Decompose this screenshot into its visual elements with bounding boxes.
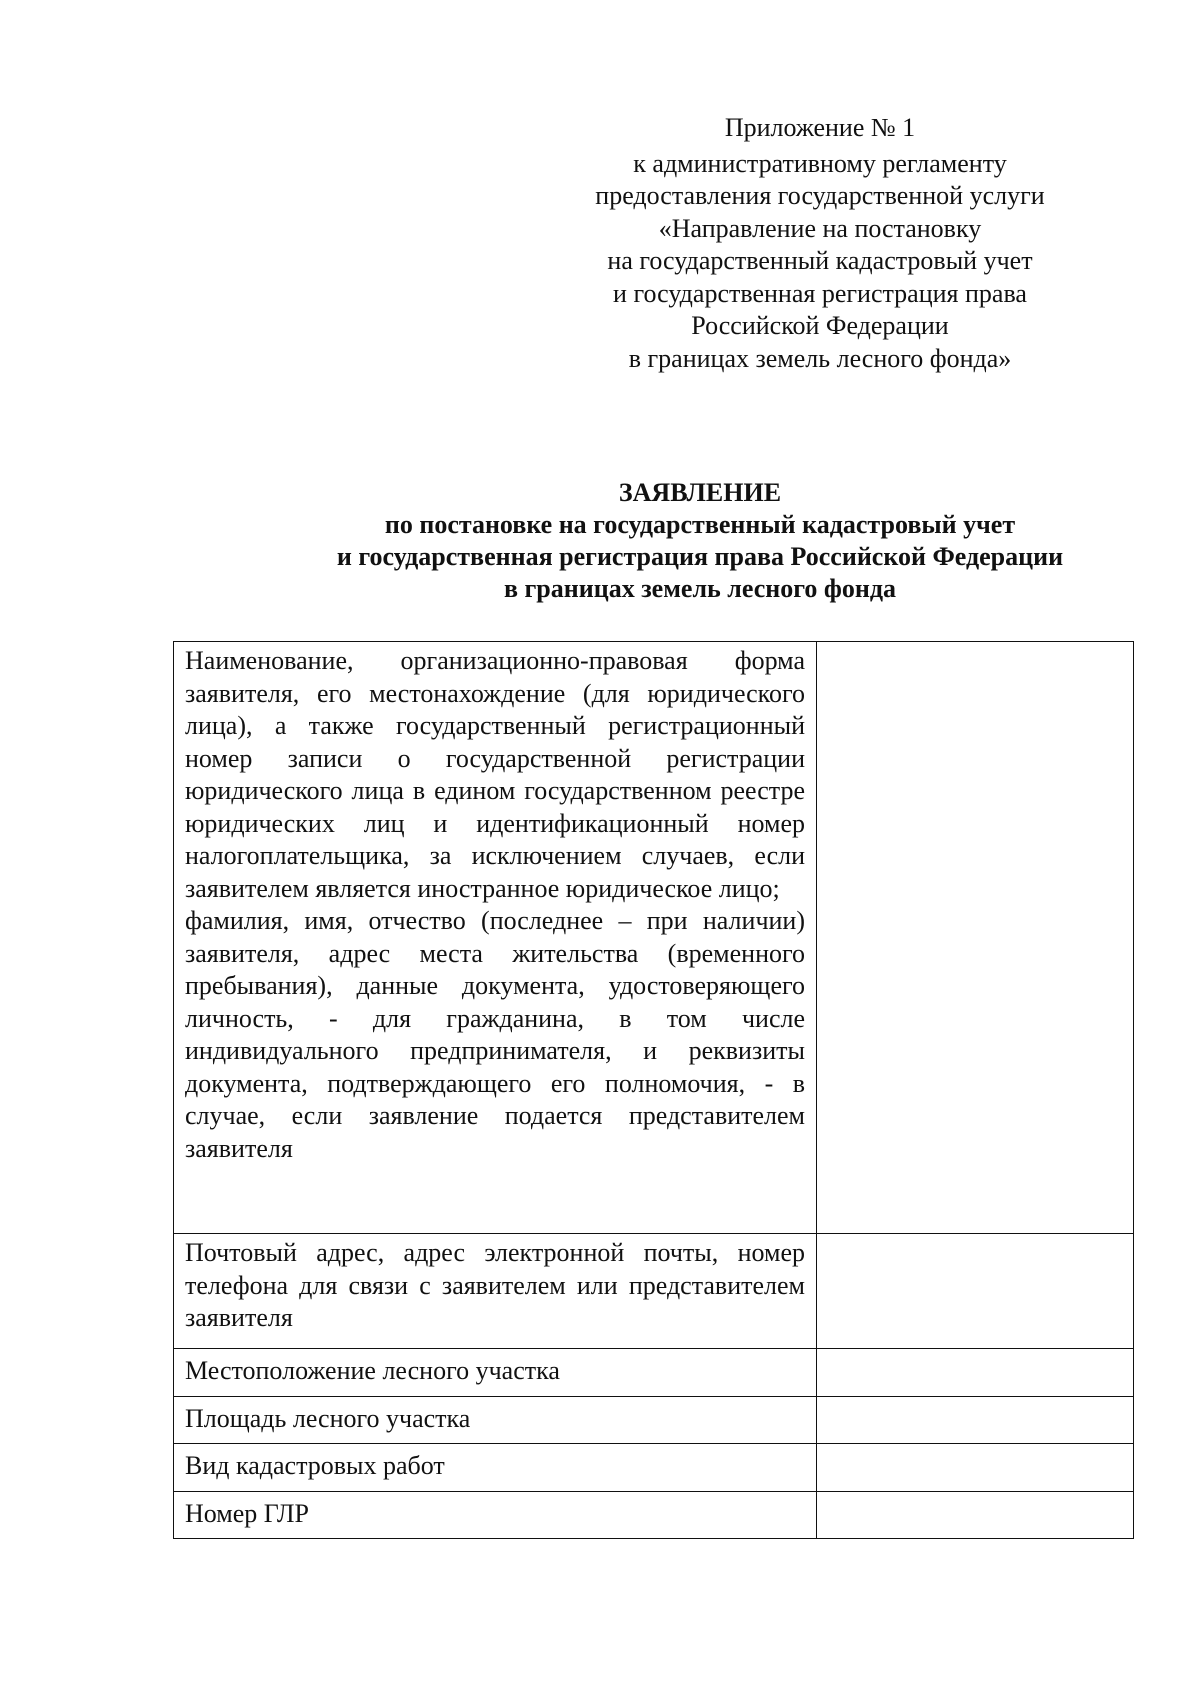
document-title bbox=[100, 477, 1200, 605]
table-row-glr-number bbox=[174, 1491, 1134, 1539]
table-row-applicant-info bbox=[174, 642, 1134, 1234]
applicant-info-value-field[interactable] bbox=[817, 642, 1134, 1234]
applicant-individual-text: фамилия, имя, отчество (последнее – при наличии) заявителя, адрес места жительства (временного пребывания), данные документа, удостоверяющего личность, - для гражданина, в том числе индивидуального предпринимателя, и реквизиты документа, подтверждающего его полномочия, - в случае, если заявление подается представителем заявителя bbox=[185, 906, 805, 1163]
area-value-field[interactable] bbox=[817, 1396, 1134, 1444]
appendix-line: предоставления государственной услуги bbox=[595, 181, 1045, 210]
appendix-line: Российской Федерации bbox=[691, 311, 949, 340]
application-form-table bbox=[173, 641, 1134, 1539]
table-row-area bbox=[174, 1396, 1134, 1444]
appendix-line: к административному регламенту bbox=[633, 148, 1007, 178]
table-row-contact-info bbox=[174, 1234, 1134, 1349]
appendix-line: на государственный кадастровый учет bbox=[607, 246, 1033, 275]
location-value-field[interactable] bbox=[817, 1349, 1134, 1397]
applicant-legal-entity-text: Наименование, организационно-правовая форма заявителя, его местонахождение (для юридического лица), а также государственный регистрационный номер записи о государственной регистрации юридического лица в едином государственном реестре юридических лиц и идентификационный номер налогоплательщика, за исключением случаев, если заявителем является иностранное юридическое лицо; bbox=[185, 646, 805, 903]
appendix-line: «Направление на постановку bbox=[658, 213, 982, 243]
table-row-location bbox=[174, 1349, 1134, 1397]
location-label: Местоположение лесного участка bbox=[174, 1349, 817, 1397]
cadastral-works-label: Вид кадастровых работ bbox=[174, 1444, 817, 1492]
area-label: Площадь лесного участка bbox=[174, 1396, 817, 1444]
contact-info-value-field[interactable] bbox=[817, 1234, 1134, 1349]
title-line: в границах земель лесного фонда bbox=[503, 574, 897, 603]
cadastral-works-value-field[interactable] bbox=[817, 1444, 1134, 1492]
appendix-line: и государственная регистрация права bbox=[613, 278, 1027, 308]
appendix-line: в границах земель лесного фонда» bbox=[628, 343, 1012, 373]
title-main: ЗАЯВЛЕНИЕ bbox=[618, 478, 782, 507]
glr-number-label: Номер ГЛР bbox=[174, 1491, 817, 1539]
table-row-cadastral-works bbox=[174, 1444, 1134, 1492]
appendix-header bbox=[560, 112, 1080, 375]
title-line: по постановке на государственный кадастровый учет bbox=[384, 510, 1016, 539]
applicant-info-label bbox=[174, 642, 817, 1234]
contact-info-label: Почтовый адрес, адрес электронной почты, номер телефона для связи с заявителем или представителем заявителя bbox=[174, 1234, 817, 1349]
title-line: и государственная регистрация права Российской Федерации bbox=[336, 542, 1064, 571]
appendix-number: Приложение № 1 bbox=[724, 113, 916, 142]
glr-number-value-field[interactable] bbox=[817, 1491, 1134, 1539]
